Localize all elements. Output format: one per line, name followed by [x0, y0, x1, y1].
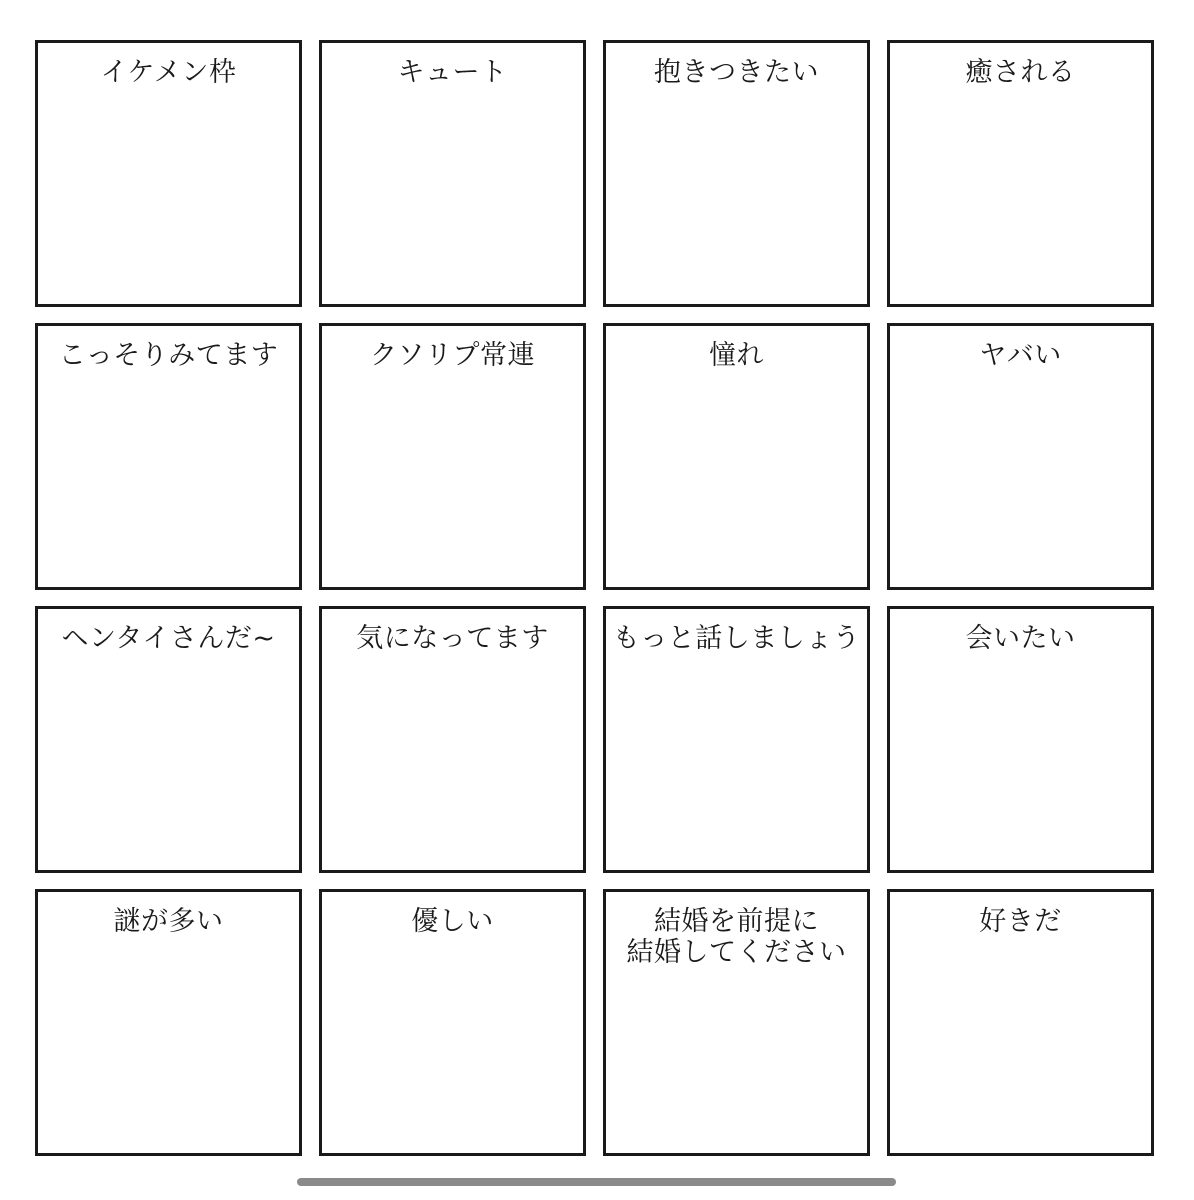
cell-label: 結婚を前提に 結婚してください — [626, 906, 847, 968]
grid-cell — [887, 889, 1154, 1156]
cell-label: もっと話しましょう — [612, 623, 861, 654]
cell-label: 優しい — [411, 906, 494, 937]
grid-cell — [319, 889, 586, 1156]
grid-cell — [603, 606, 870, 873]
grid-cell — [319, 606, 586, 873]
cell-label: 気になってます — [356, 623, 549, 654]
grid-cell — [887, 606, 1154, 873]
cell-label: 会いたい — [965, 623, 1076, 654]
grid-cell — [603, 889, 870, 1156]
grid-cell — [887, 323, 1154, 590]
cell-label: 謎が多い — [113, 906, 224, 937]
cell-label: ヤバい — [979, 340, 1062, 371]
cell-label: 憧れ — [709, 340, 764, 371]
grid-cell — [35, 606, 302, 873]
grid-cell — [603, 40, 870, 307]
cell-label: キュート — [397, 57, 508, 88]
label-grid — [35, 40, 1154, 1157]
grid-cell — [603, 323, 870, 590]
grid-cell — [35, 323, 302, 590]
grid-cell — [319, 40, 586, 307]
grid-cell — [35, 889, 302, 1156]
grid-cell — [319, 323, 586, 590]
cell-label: イケメン枠 — [100, 57, 237, 88]
grid-cell — [35, 40, 302, 307]
cell-label: クソリプ常連 — [370, 340, 535, 371]
cell-label: 癒される — [965, 57, 1076, 88]
cell-label: こっそりみてます — [58, 340, 279, 371]
cell-label: ヘンタイさんだ~ — [61, 623, 276, 654]
horizontal-scrollbar[interactable] — [297, 1178, 896, 1186]
cell-label: 抱きつきたい — [654, 57, 819, 88]
cell-label: 好きだ — [979, 906, 1062, 937]
grid-cell — [887, 40, 1154, 307]
